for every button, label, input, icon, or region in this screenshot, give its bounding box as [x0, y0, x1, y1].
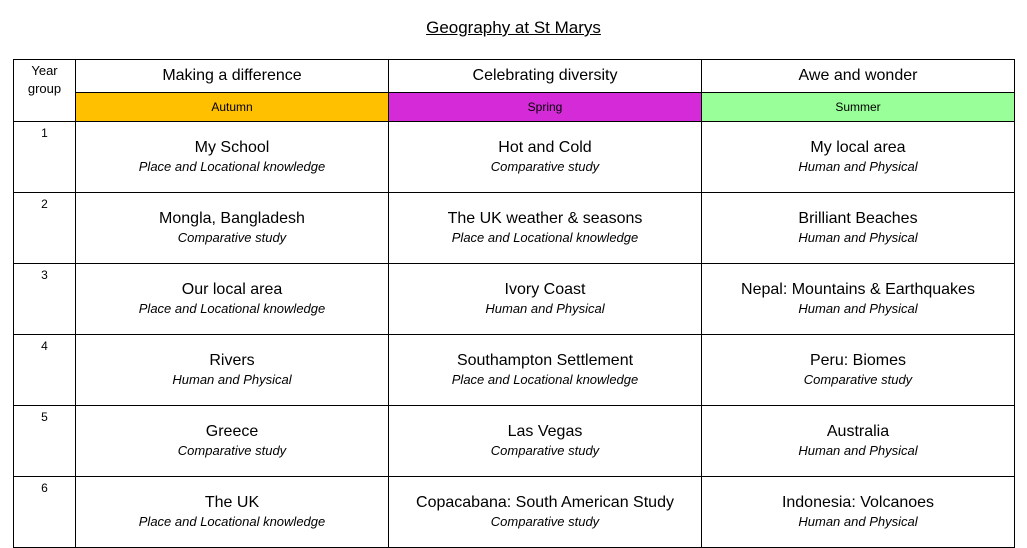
study-type: Human and Physical [798, 514, 918, 529]
topic-title: Peru: Biomes [809, 352, 907, 369]
topic-cell [389, 264, 702, 335]
study-type: Comparative study [490, 159, 600, 174]
study-type: Comparative study [490, 514, 600, 529]
topic-title: The UK [204, 494, 260, 511]
study-type: Human and Physical [485, 301, 605, 316]
topic-title: Indonesia: Volcanoes [781, 494, 935, 511]
year-number: 3 [14, 264, 76, 335]
topic-cell [702, 193, 1015, 264]
theme-header-summer: Awe and wonder [702, 60, 1015, 93]
year-number: 6 [14, 477, 76, 548]
study-type: Place and Locational knowledge [451, 372, 639, 387]
topic-title: Hot and Cold [498, 139, 592, 156]
topic-title: Greece [205, 423, 259, 440]
topic-title: Copacabana: South American Study [416, 494, 674, 511]
study-type: Place and Locational knowledge [138, 301, 326, 316]
table-row [14, 122, 1015, 193]
topic-title: My School [194, 139, 270, 156]
theme-header-autumn: Making a difference [76, 60, 389, 93]
topic-title: Las Vegas [507, 423, 583, 440]
topic-cell [389, 122, 702, 193]
year-number: 2 [14, 193, 76, 264]
topic-title: The UK weather & seasons [447, 210, 643, 227]
season-autumn: Autumn [76, 93, 389, 122]
study-type: Place and Locational knowledge [138, 514, 326, 529]
topic-title: Mongla, Bangladesh [159, 210, 305, 227]
topic-title: Australia [826, 423, 890, 440]
topic-title: Nepal: Mountains & Earthquakes [741, 281, 975, 298]
study-type: Comparative study [803, 372, 913, 387]
topic-title: Southampton Settlement [456, 352, 634, 369]
study-type: Place and Locational knowledge [451, 230, 639, 245]
topic-cell [702, 335, 1015, 406]
year-number: 5 [14, 406, 76, 477]
topic-cell [389, 335, 702, 406]
study-type: Comparative study [177, 230, 287, 245]
topic-cell [389, 193, 702, 264]
table-row [14, 477, 1015, 548]
study-type: Human and Physical [798, 301, 918, 316]
table-row [14, 335, 1015, 406]
year-number: 4 [14, 335, 76, 406]
topic-title: Rivers [209, 352, 255, 369]
table-row [14, 406, 1015, 477]
theme-header-spring: Celebrating diversity [389, 60, 702, 93]
topic-title: Our local area [181, 281, 283, 298]
study-type: Comparative study [490, 443, 600, 458]
study-type: Human and Physical [172, 372, 292, 387]
document-title: Geography at St Marys [426, 18, 601, 37]
topic-cell [702, 264, 1015, 335]
topic-cell [76, 264, 389, 335]
year-number: 1 [14, 122, 76, 193]
topic-cell [76, 335, 389, 406]
season-summer: Summer [702, 93, 1015, 122]
season-spring: Spring [389, 93, 702, 122]
topic-cell [76, 406, 389, 477]
study-type: Human and Physical [798, 230, 918, 245]
topic-cell [389, 406, 702, 477]
year-group-header: Year group [14, 60, 76, 122]
topic-title: My local area [810, 139, 906, 156]
topic-cell [76, 193, 389, 264]
topic-cell [76, 477, 389, 548]
table-row [14, 264, 1015, 335]
table-row [14, 193, 1015, 264]
topic-title: Ivory Coast [504, 281, 586, 298]
topic-title: Brilliant Beaches [798, 210, 918, 227]
geography-plan-table [13, 59, 1015, 548]
study-type: Human and Physical [798, 443, 918, 458]
topic-cell [76, 122, 389, 193]
topic-cell [702, 122, 1015, 193]
study-type: Place and Locational knowledge [138, 159, 326, 174]
topic-cell [702, 477, 1015, 548]
study-type: Comparative study [177, 443, 287, 458]
topic-cell [389, 477, 702, 548]
study-type: Human and Physical [798, 159, 918, 174]
topic-cell [702, 406, 1015, 477]
